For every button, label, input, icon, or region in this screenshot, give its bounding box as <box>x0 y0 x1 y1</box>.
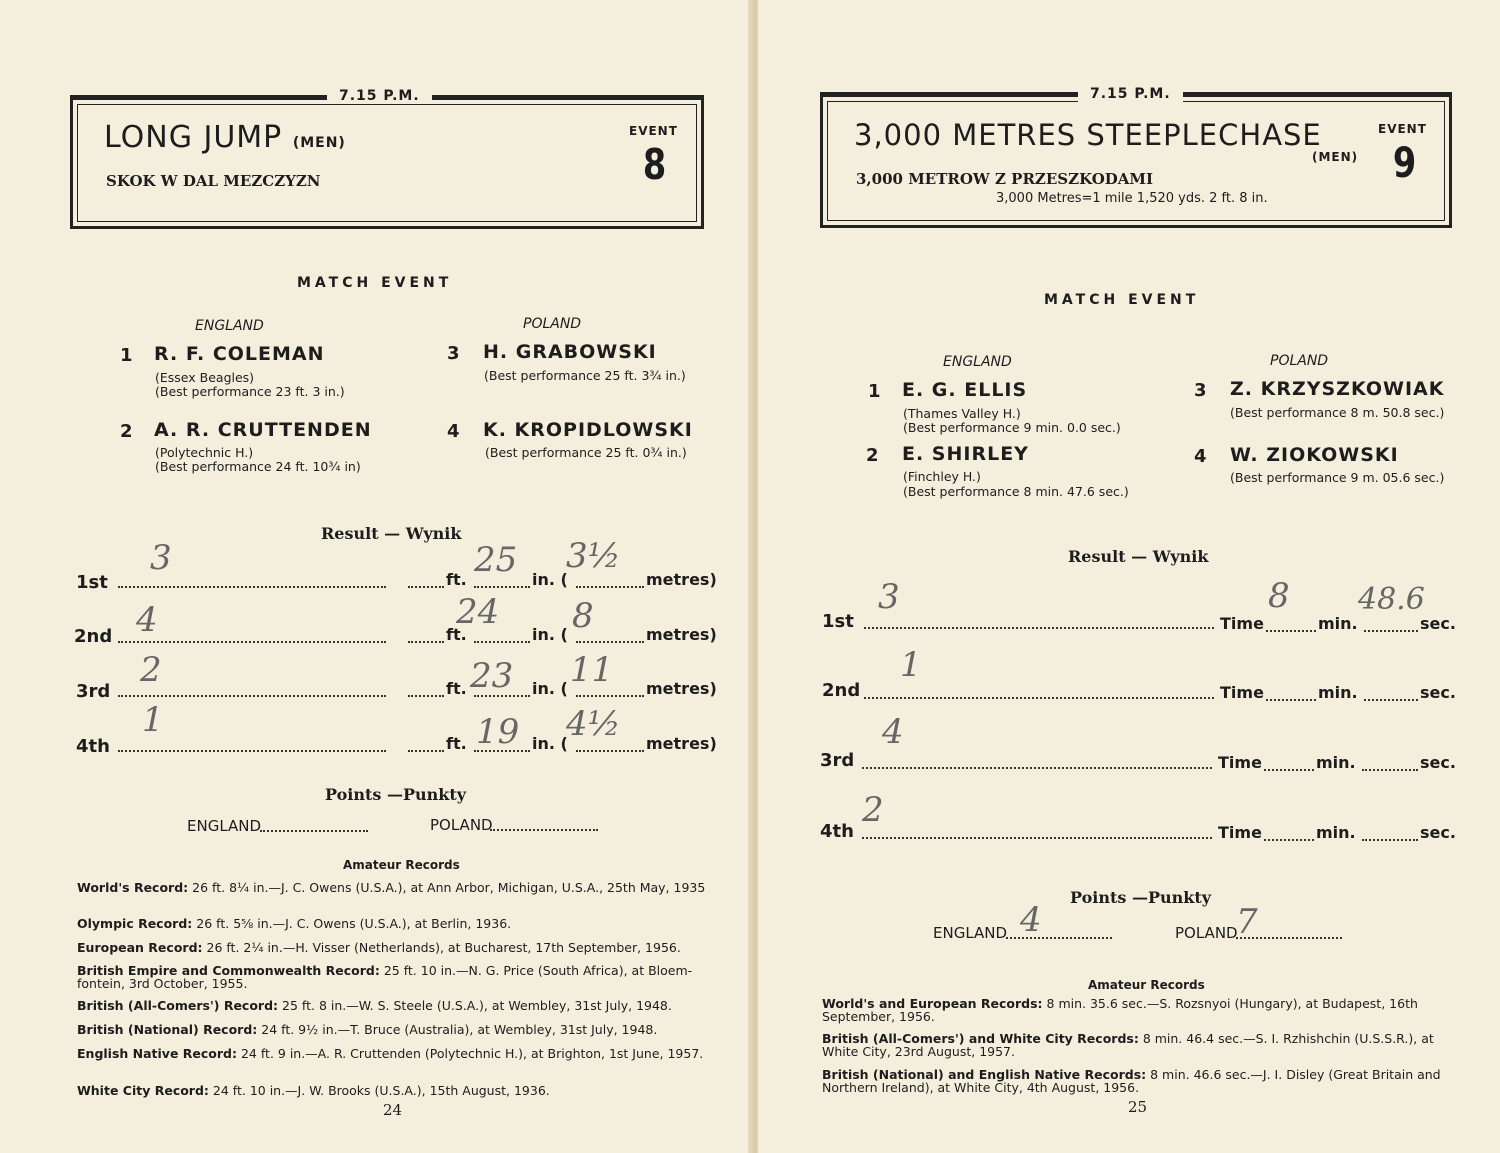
handwritten-place: 4 <box>882 712 904 752</box>
points-heading: Points —Punkty <box>1070 888 1212 907</box>
competitor-number: 4 <box>1194 446 1207 467</box>
points-poland-label: POLAND <box>1175 924 1238 942</box>
place-label: 2nd <box>822 680 861 701</box>
result-entry-line <box>1264 769 1314 771</box>
match-event-heading: MATCH EVENT <box>297 275 453 291</box>
competitor-best: (Best performance 23 ft. 3 in.) <box>155 384 345 399</box>
place-label: 3rd <box>76 681 111 702</box>
event-header-box <box>70 95 704 229</box>
unit-time: Time <box>1220 614 1264 633</box>
result-entry-line <box>118 641 386 643</box>
unit-min: min. <box>1318 683 1358 702</box>
handwritten-place: 3 <box>878 577 900 617</box>
result-entry-line <box>118 586 386 588</box>
competitor-club: (Polytechnic H.) <box>155 445 254 460</box>
handwritten-inches: 8 <box>572 596 594 636</box>
place-label: 3rd <box>820 750 855 771</box>
result-entry-line <box>118 695 386 697</box>
result-entry-line <box>118 750 386 752</box>
result-entry-line <box>408 695 444 697</box>
match-event-heading: MATCH EVENT <box>1044 292 1200 308</box>
handwritten-england-points: 4 <box>1020 900 1042 940</box>
competitor-name: H. GRABOWSKI <box>483 341 657 363</box>
handwritten-place: 1 <box>142 700 164 740</box>
record-entry: British (All-Comers') and White City Records: 8 min. 46.4 sec.—S. I. Rzhishchin (U.S.S.R.), at White City, 23rd August, 1957. <box>822 1031 1434 1059</box>
competitor-number: 4 <box>447 421 460 442</box>
handwritten-feet: 25 <box>474 540 518 580</box>
unit-sec: sec. <box>1420 753 1456 772</box>
place-label: 1st <box>822 611 854 632</box>
competitor-name: W. ZIOKOWSKI <box>1230 444 1399 466</box>
records-heading: Amateur Records <box>1088 978 1205 992</box>
record-entry: English Native Record: 24 ft. 9 in.—A. R. Cruttenden (Polytechnic H.), at Brighton, 1st June, 1957. <box>77 1046 704 1061</box>
result-entry-line <box>1266 699 1316 701</box>
result-entry-line <box>1266 630 1316 632</box>
event-label: EVENT <box>1378 122 1427 136</box>
competitor-best: (Best performance 9 min. 0.0 sec.) <box>903 420 1121 435</box>
competitor-number: 3 <box>447 343 460 364</box>
distance-conversion-note: 3,000 Metres=1 mile 1,520 yds. 2 ft. 8 in. <box>996 191 1268 206</box>
handwritten-place: 2 <box>862 790 884 830</box>
handwritten-seconds: 48.6 <box>1358 582 1425 617</box>
unit-feet: ft. <box>446 570 467 589</box>
polish-title: 3,000 METROW Z PRZESZKODAMI <box>856 170 1154 188</box>
handwritten-feet: 19 <box>476 712 520 752</box>
points-heading: Points —Punkty <box>325 785 467 804</box>
unit-min: min. <box>1318 614 1358 633</box>
event-number: 9 <box>1392 138 1417 187</box>
competitor-number: 1 <box>868 381 881 402</box>
competitor-name: K. KROPIDLOWSKI <box>483 419 693 441</box>
event-label: EVENT <box>629 124 678 138</box>
result-entry-line <box>576 695 644 697</box>
result-entry-line <box>408 641 444 643</box>
unit-inches: in. ( <box>532 734 568 753</box>
unit-sec: sec. <box>1420 823 1456 842</box>
event-time: 7.15 P.M. <box>1078 86 1183 102</box>
unit-feet: ft. <box>446 679 467 698</box>
handwritten-minutes: 8 <box>1268 576 1290 616</box>
handwritten-place: 2 <box>140 650 162 690</box>
unit-feet: ft. <box>446 734 467 753</box>
result-entry-line <box>474 586 530 588</box>
unit-feet: ft. <box>446 625 467 644</box>
result-entry-line <box>862 837 1212 839</box>
competitor-name: E. G. ELLIS <box>902 379 1028 401</box>
competitor-best: (Best performance 25 ft. 0¾ in.) <box>485 445 687 460</box>
competitor-number: 2 <box>120 421 133 442</box>
event-time: 7.15 P.M. <box>327 88 432 104</box>
place-label: 1st <box>76 572 108 593</box>
place-label: 4th <box>820 821 854 842</box>
points-entry-line <box>490 829 598 831</box>
result-entry-line <box>408 750 444 752</box>
record-entry: Olympic Record: 26 ft. 5⅝ in.—J. C. Owens (U.S.A.), at Berlin, 1936. <box>77 916 512 931</box>
event-title: LONG JUMP (MEN) <box>104 120 346 155</box>
result-entry-line <box>862 767 1212 769</box>
result-entry-line <box>1364 699 1418 701</box>
polish-title: SKOK W DAL MEZCZYZN <box>106 172 321 190</box>
record-entry: British (National) Record: 24 ft. 9½ in.—T. Bruce (Australia), at Wembley, 31st July, 1948. <box>77 1022 658 1037</box>
place-label: 4th <box>76 736 110 757</box>
result-entry-line <box>1362 769 1418 771</box>
competitor-name: E. SHIRLEY <box>902 443 1029 465</box>
page-number: 24 <box>383 1101 403 1119</box>
unit-metres: metres) <box>646 570 717 589</box>
place-label: 2nd <box>74 626 113 647</box>
england-label: ENGLAND <box>943 354 1012 370</box>
unit-min: min. <box>1316 753 1356 772</box>
competitor-best: (Best performance 9 m. 05.6 sec.) <box>1230 470 1445 485</box>
result-entry-line <box>864 697 1214 699</box>
result-heading: Result — Wynik <box>1068 547 1209 566</box>
unit-metres: metres) <box>646 734 717 753</box>
event-title: 3,000 METRES STEEPLECHASE <box>854 118 1322 152</box>
record-entry: British Empire and Commonwealth Record: 25 ft. 10 in.—N. G. Price (South Africa), at Bloem-fontein, 3rd October, 1955. <box>77 963 693 991</box>
handwritten-place: 4 <box>136 600 158 640</box>
handwritten-place: 3 <box>150 538 172 578</box>
unit-time: Time <box>1218 753 1262 772</box>
unit-metres: metres) <box>646 625 717 644</box>
handwritten-inches: 3½ <box>566 536 621 576</box>
record-entry: World's and European Records: 8 min. 35.6 sec.—S. Rozsnyoi (Hungary), at Budapest, 16th September, 1956. <box>822 996 1418 1024</box>
result-entry-line <box>474 641 530 643</box>
result-entry-line <box>1364 630 1418 632</box>
competitor-name: Z. KRZYSZKOWIAK <box>1230 378 1445 400</box>
handwritten-inches: 4½ <box>566 704 621 744</box>
handwritten-feet: 23 <box>470 656 514 696</box>
records-heading: Amateur Records <box>343 858 460 872</box>
competitor-name: A. R. CRUTTENDEN <box>154 419 372 441</box>
page-number: 25 <box>1128 1098 1148 1116</box>
competitor-best: (Best performance 25 ft. 3¾ in.) <box>484 368 686 383</box>
unit-sec: sec. <box>1420 614 1456 633</box>
unit-metres: metres) <box>646 679 717 698</box>
record-entry: British (All-Comers') Record: 25 ft. 8 in.—W. S. Steele (U.S.A.), at Wembley, 31st July, 1948. <box>77 998 672 1013</box>
poland-label: POLAND <box>523 316 582 332</box>
result-entry-line <box>576 641 644 643</box>
handwritten-place: 1 <box>900 645 922 685</box>
competitor-best: (Best performance 24 ft. 10¾ in) <box>155 459 361 474</box>
unit-time: Time <box>1218 823 1262 842</box>
right-page <box>758 0 1500 1153</box>
result-entry-line <box>864 627 1214 629</box>
record-entry: British (National) and English Native Records: 8 min. 46.6 sec.—J. I. Disley (Great Britain and Northern Ireland), at White City, 4th August, 1956. <box>822 1067 1441 1095</box>
result-entry-line <box>1264 839 1314 841</box>
points-england-label: ENGLAND <box>187 817 262 835</box>
handwritten-inches: 11 <box>570 650 614 690</box>
competitor-club: (Essex Beagles) <box>155 370 255 385</box>
result-entry-line <box>1362 839 1418 841</box>
unit-time: Time <box>1220 683 1264 702</box>
unit-inches: in. ( <box>532 570 568 589</box>
record-entry: World's Record: 26 ft. 8¼ in.—J. C. Owens (U.S.A.), at Ann Arbor, Michigan, U.S.A., 25th May, 1935 <box>77 880 706 895</box>
result-entry-line <box>576 586 644 588</box>
handwritten-feet: 24 <box>456 592 500 632</box>
unit-min: min. <box>1316 823 1356 842</box>
unit-sec: sec. <box>1420 683 1456 702</box>
competitor-club: (Thames Valley H.) <box>903 406 1021 421</box>
points-england-label: ENGLAND <box>933 924 1008 942</box>
unit-inches: in. ( <box>532 679 568 698</box>
record-entry: White City Record: 24 ft. 10 in.—J. W. Brooks (U.S.A.), 15th August, 1936. <box>77 1083 550 1098</box>
competitor-best: (Best performance 8 min. 47.6 sec.) <box>903 484 1129 499</box>
competitor-name: R. F. COLEMAN <box>154 343 325 365</box>
competitor-best: (Best performance 8 m. 50.8 sec.) <box>1230 405 1445 420</box>
competitor-club: (Finchley H.) <box>903 469 981 484</box>
result-heading: Result — Wynik <box>321 524 462 543</box>
result-entry-line <box>576 750 644 752</box>
competitor-number: 3 <box>1194 380 1207 401</box>
competitor-number: 1 <box>120 345 133 366</box>
competitor-number: 2 <box>866 445 879 466</box>
result-entry-line <box>408 586 444 588</box>
points-poland-label: POLAND <box>430 816 493 834</box>
event-title-suffix: (MEN) <box>1312 150 1359 164</box>
record-entry: European Record: 26 ft. 2¼ in.—H. Visser (Netherlands), at Bucharest, 17th September, 1956. <box>77 940 681 955</box>
england-label: ENGLAND <box>195 318 264 334</box>
event-number: 8 <box>642 140 667 189</box>
unit-inches: in. ( <box>532 625 568 644</box>
points-entry-line <box>260 830 368 832</box>
poland-label: POLAND <box>1270 353 1329 369</box>
handwritten-poland-points: 7 <box>1236 902 1258 942</box>
